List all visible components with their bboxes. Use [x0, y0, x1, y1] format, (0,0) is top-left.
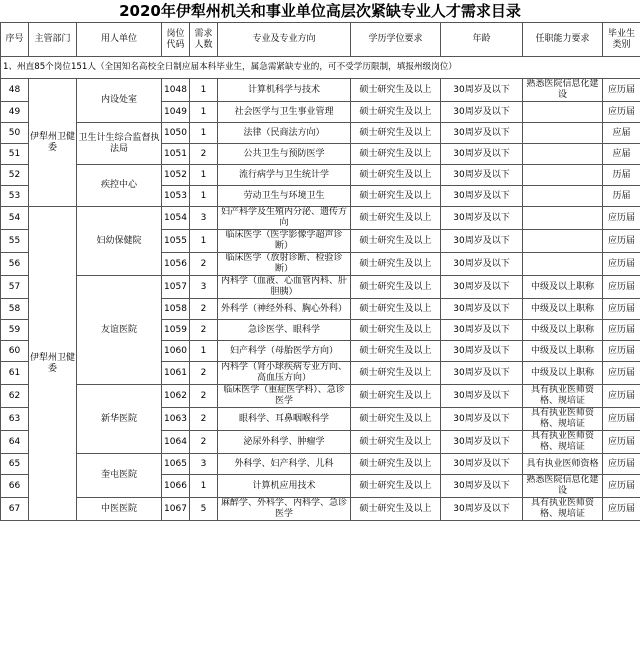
- cell-degree: 硕士研究生及以上: [351, 341, 441, 362]
- cell-qual: 中级及以上职称: [523, 341, 603, 362]
- cell-qual: [523, 230, 603, 253]
- cell-grad: 应历届: [603, 299, 640, 320]
- cell-seq: 63: [1, 408, 29, 431]
- cell-seq: 52: [1, 165, 29, 186]
- cell-major: 公共卫生与预防医学: [218, 144, 351, 165]
- cell-degree: 硕士研究生及以上: [351, 454, 441, 475]
- cell-count: 1: [190, 79, 218, 102]
- header-code: 岗位代码: [162, 23, 190, 57]
- cell-employer: 中医医院: [77, 498, 162, 521]
- cell-seq: 53: [1, 186, 29, 207]
- cell-seq: 60: [1, 341, 29, 362]
- cell-dept: 伊犁州卫健委: [29, 207, 77, 521]
- cell-seq: 58: [1, 299, 29, 320]
- cell-grad: 应历届: [603, 102, 640, 123]
- cell-count: 3: [190, 276, 218, 299]
- cell-employer: 奎屯医院: [77, 454, 162, 498]
- cell-code: 1059: [162, 320, 190, 341]
- cell-grad: 应届: [603, 144, 640, 165]
- cell-grad: 应历届: [603, 431, 640, 454]
- cell-major: 劳动卫生与环境卫生: [218, 186, 351, 207]
- cell-qual: [523, 102, 603, 123]
- cell-code: 1052: [162, 165, 190, 186]
- cell-count: 3: [190, 454, 218, 475]
- cell-code: 1060: [162, 341, 190, 362]
- cell-grad: 应历届: [603, 362, 640, 385]
- cell-employer: 妇幼保健院: [77, 207, 162, 276]
- cell-age: 30周岁及以下: [441, 144, 523, 165]
- header-grad-type: 毕业生类别: [603, 23, 640, 57]
- cell-grad: 应届: [603, 123, 640, 144]
- cell-employer: 内设处室: [77, 79, 162, 123]
- header-degree: 学历学位要求: [351, 23, 441, 57]
- cell-seq: 50: [1, 123, 29, 144]
- table-row: [1, 385, 640, 408]
- cell-code: 1049: [162, 102, 190, 123]
- section-note: 1、州直85个岗位151人（全国知名高校全日制应届本科毕业生，属急需紧缺专业的，可不受学历限制，填报州级岗位）: [1, 57, 640, 79]
- cell-degree: 硕士研究生及以上: [351, 123, 441, 144]
- cell-employer: 疾控中心: [77, 165, 162, 207]
- cell-count: 1: [190, 123, 218, 144]
- cell-code: 1054: [162, 207, 190, 230]
- cell-seq: 51: [1, 144, 29, 165]
- cell-count: 2: [190, 253, 218, 276]
- cell-grad: 应历届: [603, 408, 640, 431]
- cell-major: 麻醉学、外科学、内科学、急诊医学: [218, 498, 351, 521]
- cell-major: 临床医学（医学影像学超声诊断）: [218, 230, 351, 253]
- cell-grad: 应历届: [603, 385, 640, 408]
- cell-qual: 熟悉医院信息化建设: [523, 79, 603, 102]
- cell-degree: 硕士研究生及以上: [351, 79, 441, 102]
- cell-seq: 49: [1, 102, 29, 123]
- cell-qual: 具有执业医师资格、规培证: [523, 498, 603, 521]
- cell-count: 1: [190, 186, 218, 207]
- cell-count: 1: [190, 165, 218, 186]
- cell-age: 30周岁及以下: [441, 362, 523, 385]
- cell-age: 30周岁及以下: [441, 475, 523, 498]
- cell-seq: 62: [1, 385, 29, 408]
- cell-age: 30周岁及以下: [441, 165, 523, 186]
- header-count: 需求人数: [190, 23, 218, 57]
- cell-code: 1056: [162, 253, 190, 276]
- cell-qual: 熟悉医院信息化建设: [523, 475, 603, 498]
- cell-major: 社会医学与卫生事业管理: [218, 102, 351, 123]
- cell-qual: 中级及以上职称: [523, 299, 603, 320]
- cell-qual: 具有执业医师资格、规培证: [523, 431, 603, 454]
- cell-major: 计算机应用技术: [218, 475, 351, 498]
- cell-qual: [523, 165, 603, 186]
- cell-major: 妇产科学及生殖内分泌、遗传方向: [218, 207, 351, 230]
- cell-degree: 硕士研究生及以上: [351, 230, 441, 253]
- table-row: [1, 79, 640, 102]
- cell-code: 1058: [162, 299, 190, 320]
- cell-seq: 54: [1, 207, 29, 230]
- cell-age: 30周岁及以下: [441, 320, 523, 341]
- note-row: [1, 57, 640, 79]
- cell-major: 流行病学与卫生统计学: [218, 165, 351, 186]
- cell-degree: 硕士研究生及以上: [351, 498, 441, 521]
- cell-qual: 中级及以上职称: [523, 362, 603, 385]
- cell-qual: 具有执业医师资格、规培证: [523, 385, 603, 408]
- cell-qual: [523, 123, 603, 144]
- cell-code: 1050: [162, 123, 190, 144]
- cell-seq: 57: [1, 276, 29, 299]
- cell-grad: 应历届: [603, 79, 640, 102]
- cell-seq: 56: [1, 253, 29, 276]
- cell-age: 30周岁及以下: [441, 385, 523, 408]
- talent-demand-table: [0, 22, 640, 521]
- cell-count: 2: [190, 385, 218, 408]
- cell-seq: 64: [1, 431, 29, 454]
- cell-count: 1: [190, 230, 218, 253]
- cell-age: 30周岁及以下: [441, 454, 523, 475]
- cell-age: 30周岁及以下: [441, 498, 523, 521]
- cell-qual: [523, 144, 603, 165]
- cell-count: 2: [190, 299, 218, 320]
- cell-count: 1: [190, 102, 218, 123]
- header-employer: 用人单位: [77, 23, 162, 57]
- cell-qual: 具有执业医师资格、规培证: [523, 408, 603, 431]
- cell-major: 临床医学（重症医学科）、急诊医学: [218, 385, 351, 408]
- cell-seq: 55: [1, 230, 29, 253]
- cell-qual: [523, 253, 603, 276]
- cell-grad: 历届: [603, 165, 640, 186]
- cell-major: 眼科学、耳鼻咽喉科学: [218, 408, 351, 431]
- cell-code: 1057: [162, 276, 190, 299]
- cell-major: 计算机科学与技术: [218, 79, 351, 102]
- cell-count: 2: [190, 362, 218, 385]
- cell-code: 1061: [162, 362, 190, 385]
- cell-employer: 友谊医院: [77, 276, 162, 385]
- cell-major: 外科学（神经外科、胸心外科）: [218, 299, 351, 320]
- cell-seq: 66: [1, 475, 29, 498]
- cell-qual: 中级及以上职称: [523, 276, 603, 299]
- cell-grad: 应历届: [603, 320, 640, 341]
- cell-age: 30周岁及以下: [441, 276, 523, 299]
- cell-count: 2: [190, 408, 218, 431]
- cell-age: 30周岁及以下: [441, 123, 523, 144]
- cell-count: 2: [190, 144, 218, 165]
- header-age: 年龄: [441, 23, 523, 57]
- cell-qual: [523, 207, 603, 230]
- cell-degree: 硕士研究生及以上: [351, 385, 441, 408]
- cell-qual: 具有执业医师资格: [523, 454, 603, 475]
- cell-degree: 硕士研究生及以上: [351, 475, 441, 498]
- header-dept: 主管部门: [29, 23, 77, 57]
- cell-seq: 48: [1, 79, 29, 102]
- header-qual: 任职能力要求: [523, 23, 603, 57]
- cell-major: 内科学（血液、心血管内科、肝胆胰）: [218, 276, 351, 299]
- cell-age: 30周岁及以下: [441, 207, 523, 230]
- cell-degree: 硕士研究生及以上: [351, 186, 441, 207]
- cell-grad: 应历届: [603, 207, 640, 230]
- table-row: [1, 165, 640, 186]
- cell-grad: 应历届: [603, 230, 640, 253]
- cell-degree: 硕士研究生及以上: [351, 253, 441, 276]
- cell-count: 2: [190, 320, 218, 341]
- cell-code: 1053: [162, 186, 190, 207]
- cell-code: 1064: [162, 431, 190, 454]
- table-row: [1, 207, 640, 230]
- cell-count: 3: [190, 207, 218, 230]
- table-row: [1, 498, 640, 521]
- cell-age: 30周岁及以下: [441, 299, 523, 320]
- cell-code: 1066: [162, 475, 190, 498]
- cell-dept: 伊犁州卫健委: [29, 79, 77, 207]
- cell-major: 外科学、妇产科学、儿科: [218, 454, 351, 475]
- cell-qual: [523, 186, 603, 207]
- cell-grad: 历届: [603, 186, 640, 207]
- table-row: [1, 276, 640, 299]
- cell-qual: 中级及以上职称: [523, 320, 603, 341]
- cell-degree: 硕士研究生及以上: [351, 102, 441, 123]
- cell-code: 1055: [162, 230, 190, 253]
- table-row: [1, 123, 640, 144]
- cell-age: 30周岁及以下: [441, 230, 523, 253]
- cell-code: 1062: [162, 385, 190, 408]
- cell-major: 妇产科学（母胎医学方向）: [218, 341, 351, 362]
- cell-degree: 硕士研究生及以上: [351, 207, 441, 230]
- cell-major: 临床医学（放射诊断、检验诊断）: [218, 253, 351, 276]
- cell-grad: 应历届: [603, 454, 640, 475]
- cell-code: 1067: [162, 498, 190, 521]
- cell-count: 5: [190, 498, 218, 521]
- cell-seq: 67: [1, 498, 29, 521]
- header-major: 专业及专业方向: [218, 23, 351, 57]
- cell-seq: 65: [1, 454, 29, 475]
- cell-age: 30周岁及以下: [441, 431, 523, 454]
- cell-degree: 硕士研究生及以上: [351, 276, 441, 299]
- cell-age: 30周岁及以下: [441, 186, 523, 207]
- cell-employer: 卫生计生综合监督执法局: [77, 123, 162, 165]
- cell-grad: 应历届: [603, 475, 640, 498]
- cell-count: 2: [190, 431, 218, 454]
- cell-degree: 硕士研究生及以上: [351, 299, 441, 320]
- cell-employer: 新华医院: [77, 385, 162, 454]
- cell-count: 1: [190, 341, 218, 362]
- cell-age: 30周岁及以下: [441, 102, 523, 123]
- cell-degree: 硕士研究生及以上: [351, 408, 441, 431]
- cell-code: 1063: [162, 408, 190, 431]
- cell-major: 内科学（肾小球疾病专业方向、高血压方向）: [218, 362, 351, 385]
- cell-degree: 硕士研究生及以上: [351, 144, 441, 165]
- document-title: 2020年伊犁州机关和事业单位高层次紧缺专业人才需求目录: [119, 2, 521, 20]
- table-row: [1, 454, 640, 475]
- cell-seq: 61: [1, 362, 29, 385]
- cell-degree: 硕士研究生及以上: [351, 320, 441, 341]
- cell-age: 30周岁及以下: [441, 341, 523, 362]
- cell-degree: 硕士研究生及以上: [351, 431, 441, 454]
- cell-degree: 硕士研究生及以上: [351, 362, 441, 385]
- cell-degree: 硕士研究生及以上: [351, 165, 441, 186]
- cell-code: 1048: [162, 79, 190, 102]
- cell-age: 30周岁及以下: [441, 79, 523, 102]
- cell-count: 1: [190, 475, 218, 498]
- cell-grad: 应历届: [603, 341, 640, 362]
- cell-code: 1051: [162, 144, 190, 165]
- cell-grad: 应历届: [603, 276, 640, 299]
- cell-major: 急诊医学、眼科学: [218, 320, 351, 341]
- cell-seq: 59: [1, 320, 29, 341]
- header-seq: 序号: [1, 23, 29, 57]
- table-header-row: [1, 23, 640, 57]
- cell-code: 1065: [162, 454, 190, 475]
- cell-major: 泌尿外科学、肿瘤学: [218, 431, 351, 454]
- cell-major: 法律（民商法方向）: [218, 123, 351, 144]
- cell-age: 30周岁及以下: [441, 253, 523, 276]
- cell-age: 30周岁及以下: [441, 408, 523, 431]
- cell-grad: 应历届: [603, 498, 640, 521]
- cell-grad: 应历届: [603, 253, 640, 276]
